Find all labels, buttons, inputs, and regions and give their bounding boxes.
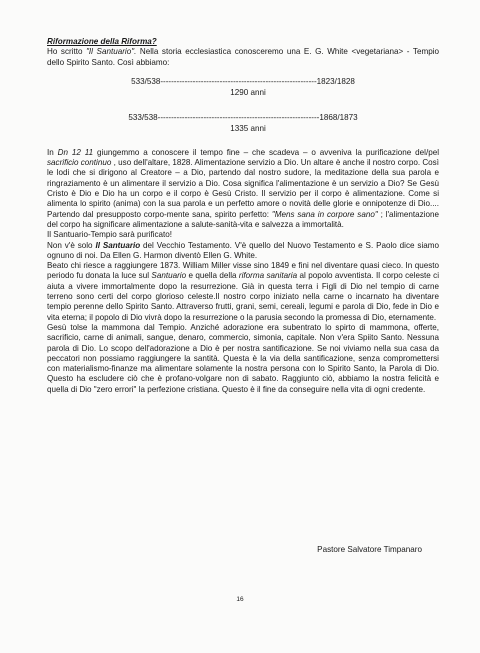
p3-italic-santuario: Il Santuario — [95, 240, 141, 250]
p3-text-c: del Vecchio Testamento. V'è quello del Nuovo Testamento e S. Paolo dice siamo ognuno di noi. Da Ellen G. Harmon diventò Ellen G. White. — [47, 240, 439, 260]
timeline-2-duration: 1335 anni — [230, 123, 266, 133]
article-title: Riformazione della Riforma? — [47, 37, 157, 46]
p3-text-a: Non v'è solo — [47, 240, 96, 250]
p1-italic-sacrificio: sacrificio continuo — [47, 158, 112, 168]
paragraph-2: Il Santuario-Tempio sarà purificato! — [47, 230, 173, 240]
paragraph-4 — [47, 261, 439, 323]
p4-text-c: e quella della — [186, 271, 239, 281]
author-signature: Pastore Salvatore Timpanaro — [317, 545, 422, 554]
intro-italic-title: "Il Santuario". — [86, 47, 137, 57]
p4-italic-santuario: Santuario — [151, 271, 187, 281]
timeline-2-range: 533/538------------------------------------------------------------1868/1873 — [128, 112, 358, 122]
paragraph-5: Gesù tolse la mammona dal Tempio. Anziché adorazione era subentrato lo spirto di mammona, offerte, sacrificio, carne di animali, sangue, denaro, commercio, simonia, capitale. Non v'era Spiito Santo. Nessuna parola di Dio. Lo scopo dell'adorazione a Dio è per nostra santificazione. Se noi viviamo nella sua casa da peccatori non possiamo raggiungere la santità. Questa è la via della santificazione, senza compromettersi con materialismo-finanze ma alimentare solamente la nostra persona con lo Spirito Santo, la Parola di Dio. Questo ha escludere ciò che è profano-volgare non di sabato. Raggiunto ciò, abbiamo la nostra felicità e quella di Dio "zero errori" la perfezione cristiana. Questo è il fine da conseguire nella vita di ogni credente. — [47, 322, 439, 394]
p1-reference: Dn 12 11 — [57, 147, 94, 157]
p1-latin-quote: "Mens sana in corpore sano" — [271, 209, 378, 219]
p1-text-c: giungemmo a conoscere il tempo fine – che scadeva – o avveniva la purificazione del/pel — [93, 147, 439, 157]
timeline-1 — [47, 76, 439, 98]
p1-text-a: In — [47, 147, 58, 157]
intro-paragraph — [47, 47, 439, 68]
article-body — [47, 37, 439, 395]
timeline-1-range: 533/538----------------------------------------------------------1823/1828 — [131, 76, 355, 86]
intro-text-a: Ho scritto — [47, 47, 87, 57]
p1-text-e: , uso dell'altare, 1828. Alimentazione servizio a Dio. Un altare è anche il nostro corpo. Così le lodi che si dirigono al Creatore – a Dio, partendo dal nostro sudore, la meditazione della sua parola e ringraziamento è un alimentare il servizio a Dio. Cosa significa l'alimentazione è un servizio a Dio? Se Gesù Cristo è Dio e Dio ha un corpo e il corpo è Gesù Cristo. Il servizio per il corpo è alimentazione. Come si alimenta lo spirito (anima) con la sua parola e un perfetto amore o novità delle glorie e onnipotenze di Dio.... Partendo dal presupposto corpo-mente sana, spirito perfetto: — [47, 158, 439, 219]
paragraph-1 — [47, 148, 439, 230]
p4-text-a: Beato chi riesce a raggiungere 1873. William Miller visse sino 1849 e fini nel diventare quasi cieco. In questo periodo fu donata la luce sul — [47, 261, 439, 281]
intro-text-c: Nella storia ecclesiastica conosceremo una E. G. White <vegetariana> - Tempio dello Spirito Santo. Così abbiamo: — [47, 47, 439, 67]
timeline-2 — [47, 112, 439, 134]
page-number: 16 — [236, 596, 244, 603]
timeline-1-duration: 1290 anni — [230, 87, 266, 97]
paragraph-3 — [47, 241, 439, 262]
p4-italic-riforma: riforma sanitaria — [238, 271, 298, 281]
p1-text-g: ; l'alimentazione del corpo ha significare alimentazione a salute-sanità-vita e salvezza a immortalità. — [47, 209, 439, 229]
p4-text-e: al popolo avventista. Il corpo celeste ci aiuta a vivere immortalmente dopo la resurrezione. Già in questa terra i Figli di Dio nel tempio di carne terreno sono certi del corpo glorioso celeste.Il nostro corpo iniziato nella carne o incarnato ha diventare tempio perenne dello Spirito Santo. Attraverso frutti, grani, semi, cereali, legumi e parola di Dio, fede in Dio e vita eterna; il popolo di Dio vivrà dopo la resurrezione o la parusia secondo la promessa di Dio, eternamente. — [47, 271, 439, 322]
